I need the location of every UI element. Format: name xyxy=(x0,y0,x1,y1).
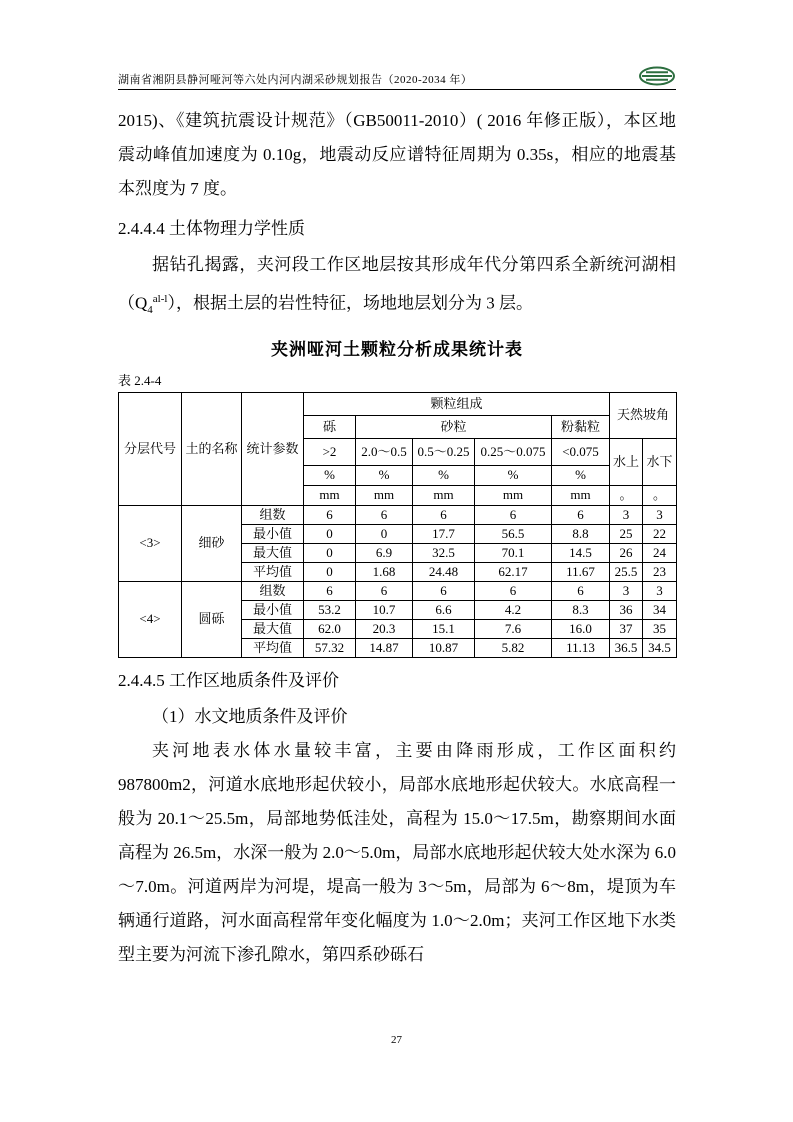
table-cell: 最大值 xyxy=(242,544,304,563)
table-cell: 6 xyxy=(413,582,475,601)
table-cell: 0 xyxy=(304,525,356,544)
table-cell: 土的名称 xyxy=(182,393,242,506)
table-cell: 最小值 xyxy=(242,525,304,544)
table-cell: 32.5 xyxy=(413,544,475,563)
table-cell: % xyxy=(475,466,552,486)
table-cell: 20.3 xyxy=(356,620,413,639)
table-cell: 7.6 xyxy=(475,620,552,639)
table-cell: 6 xyxy=(304,506,356,525)
table-cell: 分层代号 xyxy=(119,393,182,506)
table-cell: 37 xyxy=(610,620,643,639)
table-cell: 57.32 xyxy=(304,639,356,658)
table-cell: 53.2 xyxy=(304,601,356,620)
table-cell: 36.5 xyxy=(610,639,643,658)
table-cell: 6 xyxy=(475,582,552,601)
table-cell: 水下 xyxy=(643,439,677,486)
table-cell: 62.17 xyxy=(475,563,552,582)
table-cell: 0 xyxy=(304,563,356,582)
table-cell: 14.87 xyxy=(356,639,413,658)
table-cell: 62.0 xyxy=(304,620,356,639)
table-header-row-groups xyxy=(119,393,677,416)
table-cell: % xyxy=(356,466,413,486)
table-label: 表 2.4-4 xyxy=(118,373,162,389)
table-cell: mm xyxy=(356,486,413,506)
table-cell: 8.8 xyxy=(552,525,610,544)
table-cell: <4> xyxy=(119,582,182,658)
table-cell: 24 xyxy=(643,544,677,563)
table-cell: 4.2 xyxy=(475,601,552,620)
table-cell: % xyxy=(552,466,610,486)
table-cell: 6.9 xyxy=(356,544,413,563)
table-cell: 1.68 xyxy=(356,563,413,582)
table-cell: 0.5～0.25 xyxy=(413,439,475,466)
paragraph-seismic: 2015)、《建筑抗震设计规范》（GB50011-2010）( 2016 年修正版），本区地震动峰值加速度为 0.10g，地震动反应谱特征周期为 0.35s，相应的地震基本烈度为 7 度。 xyxy=(118,111,676,198)
table-cell: 6 xyxy=(304,582,356,601)
paragraph-drilling-suffix: ），根据土层的岩性特征，场地地层划分为 3 层。 xyxy=(167,293,533,313)
table-cell: mm xyxy=(475,486,552,506)
table-cell: 3 xyxy=(610,506,643,525)
paragraph-drilling-prefix: 据钻孔揭露，夹河段工作区地层按其形成年代分第四系全新统河湖相（Q xyxy=(118,255,676,313)
table-cell: 统计参数 xyxy=(242,393,304,506)
table-cell: 组数 xyxy=(242,582,304,601)
q4-subscript: 4 xyxy=(147,304,153,317)
table-cell: mm xyxy=(413,486,475,506)
table-cell: 5.82 xyxy=(475,639,552,658)
page-footer xyxy=(0,1034,793,1046)
table-cell: 水上 xyxy=(610,439,643,486)
table-cell: 11.13 xyxy=(552,639,610,658)
particle-analysis-table xyxy=(118,392,677,658)
table-cell: 细砂 xyxy=(182,506,242,582)
table-cell: 17.7 xyxy=(413,525,475,544)
table-cell: 35 xyxy=(643,620,677,639)
table-cell: 砂粒 xyxy=(356,416,552,439)
table-cell: 15.1 xyxy=(413,620,475,639)
table-cell: 6 xyxy=(552,506,610,525)
table-cell: 0 xyxy=(304,544,356,563)
table-cell: <0.075 xyxy=(552,439,610,466)
table-row xyxy=(119,506,677,525)
subheading-hydro: （1）水文地质条件及评价 xyxy=(152,707,348,727)
table-cell: 10.7 xyxy=(356,601,413,620)
table-cell: 0.25～0.075 xyxy=(475,439,552,466)
heading-2-4-4-5: 2.4.4.5 工作区地质条件及评价 xyxy=(118,671,339,691)
table-cell: 平均值 xyxy=(242,639,304,658)
heading-2-4-4-4: 2.4.4.4 土体物理力学性质 xyxy=(118,219,305,238)
table-cell: 70.1 xyxy=(475,544,552,563)
table-row xyxy=(119,582,677,601)
table-cell: 26 xyxy=(610,544,643,563)
table-cell: 6.6 xyxy=(413,601,475,620)
table-cell: 14.5 xyxy=(552,544,610,563)
table-cell: 56.5 xyxy=(475,525,552,544)
table-cell: 34.5 xyxy=(643,639,677,658)
table-cell: 2.0～0.5 xyxy=(356,439,413,466)
table-cell: 粉黏粒 xyxy=(552,416,610,439)
table-cell: 3 xyxy=(643,582,677,601)
table-cell: 36 xyxy=(610,601,643,620)
table-cell: 颗粒组成 xyxy=(304,393,610,416)
table-cell: % xyxy=(413,466,475,486)
table-cell: 圆砾 xyxy=(182,582,242,658)
table-cell: 6 xyxy=(552,582,610,601)
table-cell: 3 xyxy=(643,506,677,525)
table-cell: 6 xyxy=(475,506,552,525)
table-cell: % xyxy=(304,466,356,486)
table-cell: 6 xyxy=(413,506,475,525)
table-cell: 砾 xyxy=(304,416,356,439)
table-cell: 最大值 xyxy=(242,620,304,639)
table-cell: 天然坡角 xyxy=(610,393,677,439)
table-cell: 11.67 xyxy=(552,563,610,582)
table-cell: 10.87 xyxy=(413,639,475,658)
header-title: 湖南省湘阴县静河哑河等六处内河内湖采砂规划报告（2020-2034 年） xyxy=(118,74,473,86)
table-cell: 组数 xyxy=(242,506,304,525)
table-cell: <3> xyxy=(119,506,182,582)
table-cell: 22 xyxy=(643,525,677,544)
table-cell: mm xyxy=(552,486,610,506)
paragraph-drilling xyxy=(118,248,676,327)
report-logo-icon xyxy=(638,66,676,86)
table-cell: 。 xyxy=(643,486,677,506)
table-title: 夹洲哑河土颗粒分析成果统计表 xyxy=(271,340,523,360)
table-cell: 6 xyxy=(356,582,413,601)
table-cell: 0 xyxy=(356,525,413,544)
page-header xyxy=(118,66,676,90)
table-cell: 。 xyxy=(610,486,643,506)
page-number: 27 xyxy=(391,1034,402,1046)
table-cell: 8.3 xyxy=(552,601,610,620)
table-cell: 3 xyxy=(610,582,643,601)
table-cell: 25.5 xyxy=(610,563,643,582)
table-cell: mm xyxy=(304,486,356,506)
table-cell: 16.0 xyxy=(552,620,610,639)
paragraph-hydrology: 夹河地表水体水量较丰富，主要由降雨形成，工作区面积约987800m2，河道水底地形起伏较小，局部水底地形起伏较大。水底高程一般为 20.1～25.5m，局部地势低洼处，高程为 15.0～17.5m，勘察期间水面高程为 26.5m，水深一般为 2.0～5.0m，局部水底地形起伏较大处水深为 6.0～7.0m。河道两岸为河堤，堤高一般为 3～5m，局部为 6～8m，堤顶为车辆通行道路，河水面高程常年变化幅度为 1.0～2.0m；夹河工作区地下水类型主要为河流下渗孔隙水，第四系砂砾石 xyxy=(118,741,676,965)
table-cell: 23 xyxy=(643,563,677,582)
table-cell: 24.48 xyxy=(413,563,475,582)
q4-superscript: al-l xyxy=(152,293,168,305)
table-cell: 平均值 xyxy=(242,563,304,582)
table-cell: 34 xyxy=(643,601,677,620)
table-cell: >2 xyxy=(304,439,356,466)
table-cell: 最小值 xyxy=(242,601,304,620)
table-cell: 25 xyxy=(610,525,643,544)
table-cell: 6 xyxy=(356,506,413,525)
